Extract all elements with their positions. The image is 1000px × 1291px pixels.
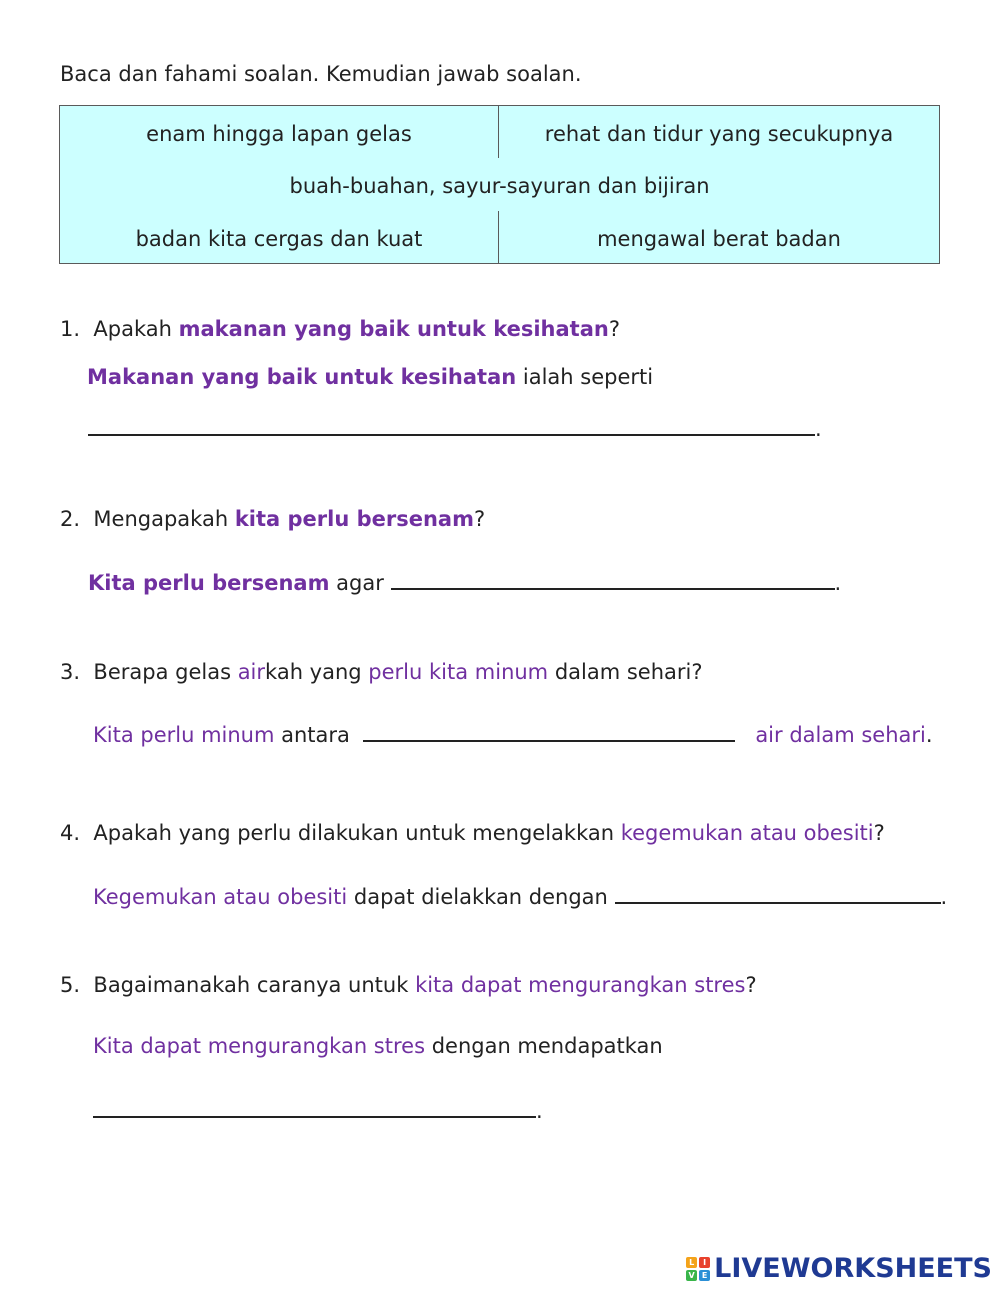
question-text: dalam sehari? [548,660,703,684]
question-number: 3. [60,660,81,684]
answer-4-row [93,882,947,909]
answer-3-input[interactable] [363,720,735,742]
question-1 [60,317,620,341]
answer-1-input[interactable] [88,414,815,436]
question-number: 1. [60,317,81,341]
answer-text: agar [329,571,391,595]
question-highlight: perlu kita minum [368,660,549,684]
question-text: kah yang [265,660,369,684]
question-3 [60,660,703,684]
answer-end: . [925,723,933,747]
question-text: Berapa gelas [93,660,238,684]
answer-2-row [88,568,841,595]
answer-end: . [834,571,842,595]
answer-end: . [815,417,822,441]
word-bank-item: rehat dan tidur yang secukupnya [544,122,894,146]
answer-highlight: Kita dapat mengurangkan stres [93,1034,426,1058]
question-number: 5. [60,973,81,997]
question-4 [60,821,885,845]
answer-1-prompt [87,365,653,389]
question-text: Apakah yang perlu dilakukan untuk mengelakkan [93,821,621,845]
answer-4-input[interactable] [615,882,941,904]
answer-text: ialah seperti [516,365,654,389]
instruction-text: Baca dan fahami soalan. Kemudian jawab soalan. [60,62,582,86]
answer-end: . [536,1099,543,1123]
question-5 [60,973,757,997]
word-bank-item: mengawal berat badan [597,227,841,251]
answer-highlight: Kegemukan atau obesiti [93,885,348,909]
answer-highlight: Kita perlu bersenam [88,571,330,595]
question-text: Bagaimanakah caranya untuk [93,973,416,997]
answer-5-input[interactable] [93,1096,536,1118]
liveworksheets-logo [686,1253,992,1284]
word-bank-item: enam hingga lapan gelas [146,122,412,146]
answer-2-input[interactable] [391,568,835,590]
logo-mark-icon [686,1257,710,1281]
question-text: ? [473,507,486,531]
logo-mark-letter: I [699,1257,710,1268]
word-bank-item: buah-buahan, sayur-sayuran dan bijiran [289,174,710,198]
word-bank-box [59,105,940,264]
logo-text: LIVEWORKSHEETS [714,1253,992,1284]
question-text: ? [745,973,757,997]
answer-highlight: air dalam sehari [755,723,926,747]
logo-mark-letter: E [699,1270,710,1281]
question-highlight: makanan yang baik untuk kesihatan [178,317,609,341]
question-text: ? [873,821,885,845]
answer-3-row [93,720,933,747]
logo-mark-letter: L [686,1257,697,1268]
answer-end: . [940,885,948,909]
answer-text: dapat dielakkan dengan [347,885,615,909]
logo-mark-letter: V [686,1270,697,1281]
answer-text: dengan mendapatkan [425,1034,663,1058]
question-highlight: kita perlu bersenam [234,507,474,531]
question-number: 4. [60,821,81,845]
answer-text: antara [274,723,350,747]
answer-highlight: Kita perlu minum [93,723,275,747]
answer-highlight: Makanan yang baik untuk kesihatan [87,365,517,389]
answer-1-line-row [88,414,822,441]
answer-5-line-row [93,1096,543,1123]
question-text: Apakah [93,317,179,341]
question-text: ? [608,317,620,341]
question-highlight: kegemukan atau obesiti [620,821,874,845]
question-text: Mengapakah [93,507,235,531]
answer-5-prompt [93,1034,663,1058]
question-2 [60,507,485,531]
word-bank-item: badan kita cergas dan kuat [135,227,423,251]
question-highlight: air [237,660,266,684]
question-number: 2. [60,507,81,531]
question-highlight: kita dapat mengurangkan stres [415,973,746,997]
